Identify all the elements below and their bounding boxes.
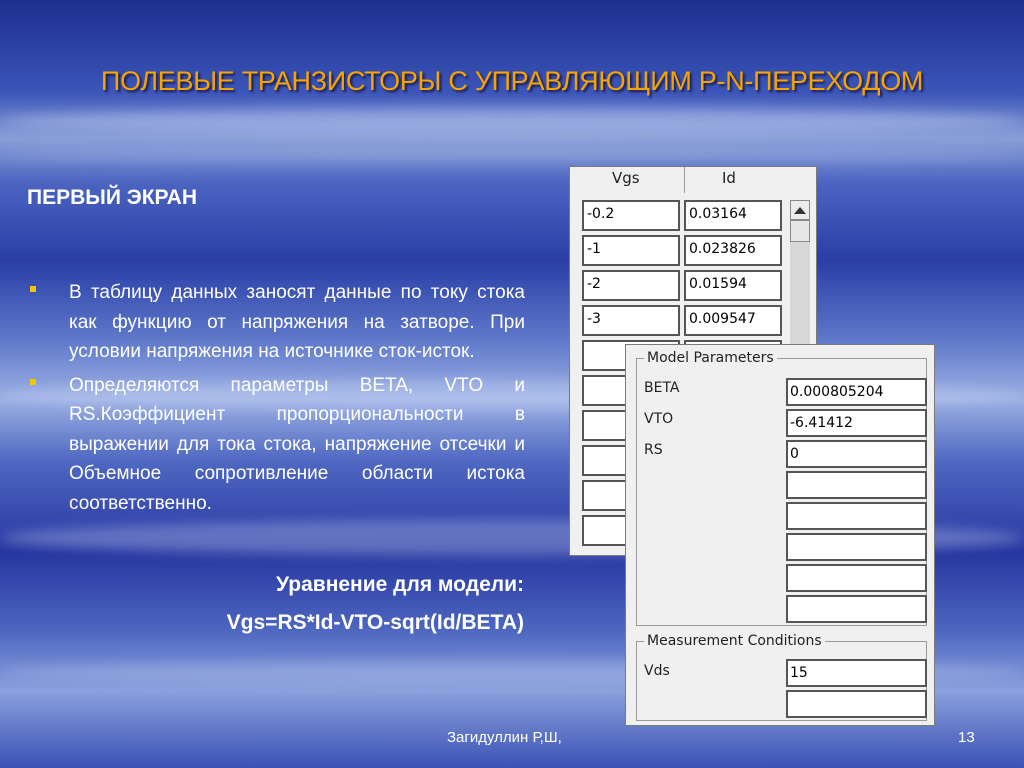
vgs-cell[interactable]: -0.2 xyxy=(582,200,680,231)
model-parameters-window xyxy=(625,344,935,726)
column-divider xyxy=(684,167,685,193)
id-cell[interactable]: 0.03164 xyxy=(684,200,782,231)
param-field-empty[interactable] xyxy=(786,595,927,623)
param-label-beta: BETA xyxy=(644,380,680,396)
param-field-empty[interactable] xyxy=(786,533,927,561)
id-cell[interactable]: 0.023826 xyxy=(684,235,782,266)
vgs-cell[interactable]: -1 xyxy=(582,235,680,266)
vto-field[interactable]: -6.41412 xyxy=(786,409,927,437)
param-field-empty[interactable] xyxy=(786,502,927,530)
column-header-vgs: Vgs xyxy=(612,169,640,187)
measurement-field-empty[interactable] xyxy=(786,690,927,718)
id-cell[interactable]: 0.009547 xyxy=(684,305,782,336)
vgs-cell[interactable]: -3 xyxy=(582,305,680,336)
column-header-id: Id xyxy=(722,169,736,187)
slide-subtitle: ПЕРВЫЙ ЭКРАН xyxy=(27,186,198,209)
scroll-up-button[interactable] xyxy=(790,200,810,220)
bullet-marker-icon xyxy=(30,286,36,292)
equation-formula: Vgs=RS*Id-VTO-sqrt(Id/BETA) xyxy=(226,611,524,634)
param-label-vds: Vds xyxy=(644,663,670,679)
param-field-empty[interactable] xyxy=(786,564,927,592)
slide-title: ПОЛЕВЫЕ ТРАНЗИСТОРЫ С УПРАВЛЯЮЩИМ P-N-ПЕРЕХОДОМ xyxy=(100,66,924,96)
vgs-cell[interactable]: -2 xyxy=(582,270,680,301)
beta-field[interactable]: 0.000805204 xyxy=(786,378,927,406)
param-field-empty[interactable] xyxy=(786,471,927,499)
equation-label: Уравнение для модели: xyxy=(276,573,524,596)
vds-field[interactable]: 15 xyxy=(786,659,927,687)
measurement-conditions-legend: Measurement Conditions xyxy=(644,633,825,649)
bullet-list xyxy=(30,278,525,522)
background-streak xyxy=(0,108,1024,134)
id-cell[interactable]: 0.01594 xyxy=(684,270,782,301)
bullet-text: Определяются параметры BETA, VTO и RS.Коэффициент пропорциональности в выражении для тока стока, напряжение отсечки и Объемное сопротивление области истока соответственно. xyxy=(69,374,525,514)
page-number: 13 xyxy=(958,729,975,746)
param-label-rs: RS xyxy=(644,442,663,458)
rs-field[interactable]: 0 xyxy=(786,440,927,468)
bullet-marker-icon xyxy=(30,379,36,385)
bullet-text: В таблицу данных заносят данные по току стока как функцию от напряжения на затворе. При условии напряжения на источнике сток-исток. xyxy=(69,282,525,362)
model-parameters-legend: Model Parameters xyxy=(644,350,777,366)
param-label-vto: VTO xyxy=(644,411,674,427)
footer-author: Загидуллин Р,Ш, xyxy=(447,729,562,746)
bullet-item xyxy=(30,278,525,367)
arrow-up-icon xyxy=(794,207,806,214)
bullet-item xyxy=(30,371,525,519)
background-streak xyxy=(0,148,1024,162)
scroll-thumb[interactable] xyxy=(790,220,810,242)
